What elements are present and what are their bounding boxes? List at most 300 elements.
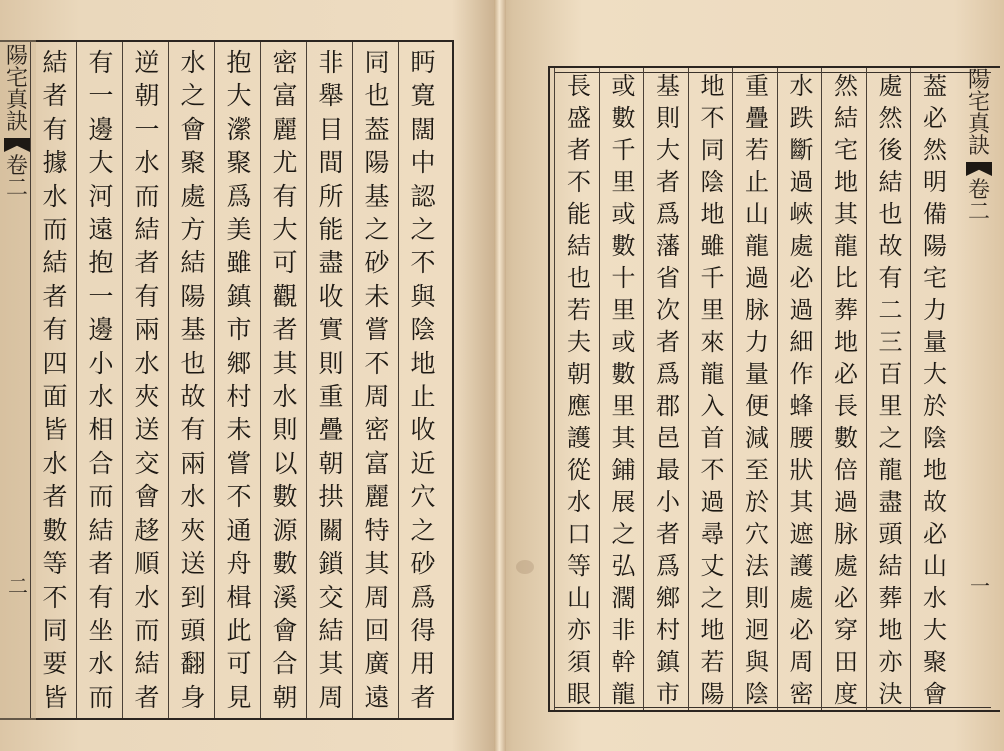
text-char: 用 <box>410 649 436 679</box>
text-char: 皆 <box>42 415 68 445</box>
text-char: 朝 <box>567 360 591 388</box>
text-char: 結 <box>88 515 114 545</box>
text-char: 未 <box>364 281 390 311</box>
text-char: 後 <box>878 136 903 164</box>
text-char: 從 <box>567 456 591 484</box>
text-char: 交 <box>134 448 160 478</box>
text-char: 丈 <box>700 552 725 580</box>
text-char: 聚 <box>923 648 947 676</box>
text-char: 兩 <box>180 448 206 478</box>
text-char: 者 <box>134 248 160 278</box>
text-char: 里 <box>700 296 725 324</box>
text-char: 來 <box>700 328 725 356</box>
right-page-header <box>964 70 994 224</box>
text-char: 此 <box>226 615 252 645</box>
text-char: 陽 <box>700 680 725 708</box>
text-char: 山 <box>923 552 947 580</box>
text-char: 之 <box>878 424 903 452</box>
text-char: 地 <box>878 616 903 644</box>
text-char: 次 <box>656 296 680 324</box>
text-char: 者 <box>42 281 68 311</box>
text-char: 相 <box>88 415 114 445</box>
text-char: 者 <box>88 549 114 579</box>
text-char: 未 <box>226 415 252 445</box>
text-char: 回 <box>364 615 390 645</box>
text-char: 其 <box>834 200 858 228</box>
text-char: 嘗 <box>364 315 390 345</box>
text-char: 蜂 <box>789 392 814 420</box>
header-char: 陽 <box>5 44 28 69</box>
column-rule <box>599 68 600 710</box>
text-char: 龍 <box>834 232 858 260</box>
text-char: 市 <box>656 680 680 708</box>
text-column <box>738 74 776 706</box>
text-char: 數 <box>834 424 858 452</box>
text-char: 坐 <box>88 615 114 645</box>
text-char: 必 <box>789 264 814 292</box>
text-char: 密 <box>272 48 298 77</box>
text-char: 與 <box>410 281 436 311</box>
text-char: 爲 <box>656 360 680 388</box>
column-rule <box>260 42 261 718</box>
text-char: 而 <box>134 181 160 211</box>
text-char: 入 <box>700 392 725 420</box>
text-char: 地 <box>700 72 725 100</box>
text-char: 疊 <box>318 415 344 445</box>
text-char: 力 <box>745 328 769 356</box>
text-column <box>266 50 304 710</box>
text-char: 不 <box>42 582 68 612</box>
column-rule <box>821 68 822 710</box>
volume-char: 二 <box>967 200 990 225</box>
text-char: 千 <box>611 136 636 164</box>
text-char: 里 <box>878 392 903 420</box>
text-char: 里 <box>611 168 636 196</box>
text-char: 基 <box>656 72 680 100</box>
text-char: 最 <box>656 456 680 484</box>
text-char: 數 <box>611 232 636 260</box>
text-char: 省 <box>656 264 680 292</box>
text-char: 不 <box>700 104 725 132</box>
text-char: 陰 <box>700 168 725 196</box>
text-char: 遠 <box>364 682 390 712</box>
text-char: 地 <box>923 456 947 484</box>
text-char: 首 <box>700 424 725 452</box>
text-char: 會 <box>272 615 298 645</box>
text-column <box>783 74 821 706</box>
text-char: 觀 <box>272 281 298 311</box>
text-char: 中 <box>410 148 436 178</box>
text-char: 陽 <box>364 148 390 178</box>
text-char: 迥 <box>745 616 769 644</box>
text-char: 斷 <box>789 136 814 164</box>
text-char: 瀠 <box>226 114 252 144</box>
text-char: 重 <box>745 72 769 100</box>
text-char: 若 <box>700 648 725 676</box>
text-char: 然 <box>923 136 947 164</box>
text-column <box>128 50 166 710</box>
text-char: 結 <box>42 48 68 77</box>
text-char: 源 <box>272 515 298 545</box>
text-char: 陰 <box>410 315 436 345</box>
text-char: 邊 <box>88 114 114 144</box>
text-char: 過 <box>700 488 725 516</box>
text-char: 抱 <box>226 48 252 77</box>
text-char: 山 <box>745 200 769 228</box>
text-char: 有 <box>42 315 68 345</box>
text-char: 亦 <box>567 616 591 644</box>
text-char: 葬 <box>834 296 858 324</box>
text-char: 四 <box>42 348 68 378</box>
text-char: 脉 <box>745 296 769 324</box>
text-char: 處 <box>878 72 903 100</box>
text-char: 必 <box>834 584 858 612</box>
text-char: 必 <box>834 360 858 388</box>
text-char: 夫 <box>567 328 591 356</box>
text-char: 爲 <box>410 582 436 612</box>
text-char: 其 <box>272 348 298 378</box>
text-char: 遠 <box>88 215 114 245</box>
text-char: 送 <box>180 549 206 579</box>
text-char: 有 <box>134 281 160 311</box>
text-char: 之 <box>611 520 636 548</box>
text-char: 者 <box>567 136 591 164</box>
text-char: 或 <box>611 72 636 100</box>
text-char: 數 <box>272 482 298 512</box>
text-char: 十 <box>611 264 636 292</box>
text-char: 同 <box>42 615 68 645</box>
text-char: 非 <box>611 616 636 644</box>
text-char: 到 <box>180 582 206 612</box>
text-char: 者 <box>42 482 68 512</box>
text-char: 止 <box>745 168 769 196</box>
text-char: 皆 <box>42 682 68 712</box>
text-char: 舟 <box>226 549 252 579</box>
text-char: 不 <box>364 348 390 378</box>
text-char: 備 <box>923 200 947 228</box>
text-char: 三 <box>878 328 903 356</box>
text-char: 會 <box>134 482 160 512</box>
header-char: 陽 <box>967 68 990 93</box>
text-char: 麗 <box>272 114 298 144</box>
text-char: 鄉 <box>656 584 680 612</box>
text-char: 順 <box>134 549 160 579</box>
header-char: 真 <box>5 88 28 113</box>
text-char: 之 <box>364 215 390 245</box>
text-char: 結 <box>878 168 903 196</box>
text-char: 闊 <box>410 114 436 144</box>
text-char: 須 <box>567 648 591 676</box>
text-char: 決 <box>878 680 903 708</box>
text-char: 大 <box>923 616 947 644</box>
text-char: 一 <box>134 114 160 144</box>
text-char: 則 <box>745 584 769 612</box>
text-char: 峽 <box>789 200 814 228</box>
text-char: 便 <box>745 392 769 420</box>
text-char: 必 <box>923 104 947 132</box>
text-char: 夾 <box>180 515 206 545</box>
text-char: 溪 <box>272 582 298 612</box>
text-char: 大 <box>226 81 252 111</box>
text-char: 等 <box>42 549 68 579</box>
text-char: 砂 <box>364 248 390 278</box>
text-char: 之 <box>410 215 436 245</box>
text-column <box>916 74 954 706</box>
text-char: 水 <box>134 348 160 378</box>
volume-char: 卷 <box>5 154 28 179</box>
text-char: 目 <box>318 114 344 144</box>
text-char: 水 <box>180 48 206 77</box>
volume-char: 二 <box>5 176 28 201</box>
text-char: 有 <box>272 181 298 211</box>
text-char: 細 <box>789 328 814 356</box>
text-char: 有 <box>88 582 114 612</box>
text-char: 狀 <box>789 456 814 484</box>
text-char: 兩 <box>134 315 160 345</box>
column-rule <box>866 68 867 710</box>
header-char: 宅 <box>967 90 990 115</box>
text-char: 嘗 <box>226 448 252 478</box>
text-column <box>174 50 212 710</box>
text-char: 之 <box>180 81 206 111</box>
text-char: 水 <box>134 148 160 178</box>
text-char: 量 <box>745 360 769 388</box>
text-char: 法 <box>745 552 769 580</box>
text-char: 特 <box>364 515 390 545</box>
text-column <box>36 50 74 710</box>
text-char: 爲 <box>656 200 680 228</box>
text-char: 麗 <box>364 482 390 512</box>
text-char: 大 <box>272 215 298 245</box>
text-char: 鎮 <box>656 648 680 676</box>
text-char: 龍 <box>700 360 725 388</box>
text-char: 田 <box>834 648 858 676</box>
paper-stain <box>516 560 534 574</box>
text-char: 重 <box>318 382 344 412</box>
column-rule <box>732 68 733 710</box>
column-rule <box>910 68 911 710</box>
text-char: 地 <box>700 616 725 644</box>
text-char: 美 <box>226 215 252 245</box>
text-column <box>694 74 732 706</box>
text-char: 也 <box>364 81 390 111</box>
text-char: 跌 <box>789 104 814 132</box>
text-char: 結 <box>180 248 206 278</box>
text-char: 葬 <box>878 584 903 612</box>
text-char: 盡 <box>878 488 903 516</box>
text-char: 弘 <box>611 552 636 580</box>
text-char: 則 <box>656 104 680 132</box>
text-char: 舉 <box>318 81 344 111</box>
column-rule <box>76 42 77 718</box>
text-char: 聚 <box>226 148 252 178</box>
text-char: 有 <box>878 264 903 292</box>
text-char: 若 <box>567 296 591 324</box>
column-rule <box>168 42 169 718</box>
text-column <box>220 50 258 710</box>
text-char: 里 <box>611 296 636 324</box>
text-char: 幹 <box>611 648 636 676</box>
text-char: 疊 <box>745 104 769 132</box>
text-char: 周 <box>318 682 344 712</box>
text-char: 處 <box>789 584 814 612</box>
column-rule <box>214 42 215 718</box>
text-char: 水 <box>789 72 814 100</box>
text-char: 邊 <box>88 315 114 345</box>
text-char: 必 <box>789 616 814 644</box>
text-char: 周 <box>364 582 390 612</box>
text-char: 爲 <box>226 181 252 211</box>
text-char: 比 <box>834 264 858 292</box>
text-char: 故 <box>180 382 206 412</box>
column-rule <box>777 68 778 710</box>
text-char: 或 <box>611 200 636 228</box>
text-char: 能 <box>567 200 591 228</box>
text-char: 其 <box>364 549 390 579</box>
text-char: 周 <box>364 382 390 412</box>
text-char: 濶 <box>611 584 636 612</box>
text-char: 逆 <box>134 48 160 77</box>
text-char: 陽 <box>923 232 947 260</box>
text-char: 處 <box>180 181 206 211</box>
text-char: 之 <box>700 584 725 612</box>
text-char: 眄 <box>410 48 436 77</box>
text-char: 廣 <box>364 649 390 679</box>
text-char: 翻 <box>180 649 206 679</box>
text-char: 富 <box>272 81 298 111</box>
text-char: 地 <box>834 328 858 356</box>
text-char: 一 <box>88 81 114 111</box>
text-char: 郡 <box>656 392 680 420</box>
text-char: 而 <box>134 615 160 645</box>
text-char: 雖 <box>226 248 252 278</box>
text-char: 過 <box>789 296 814 324</box>
text-char: 也 <box>878 200 903 228</box>
text-char: 者 <box>42 81 68 111</box>
volume-char: 卷 <box>967 178 990 203</box>
text-char: 龍 <box>745 232 769 260</box>
text-char: 者 <box>272 315 298 345</box>
text-char: 結 <box>42 248 68 278</box>
text-char: 鎮 <box>226 281 252 311</box>
text-char: 有 <box>180 415 206 445</box>
text-char: 長 <box>834 392 858 420</box>
header-char: 真 <box>967 112 990 137</box>
text-char: 地 <box>410 348 436 378</box>
column-rule <box>30 42 31 718</box>
text-char: 藩 <box>656 232 680 260</box>
text-char: 應 <box>567 392 591 420</box>
text-char: 不 <box>226 482 252 512</box>
text-column <box>82 50 120 710</box>
text-char: 陰 <box>745 680 769 708</box>
text-char: 大 <box>88 148 114 178</box>
text-char: 得 <box>410 615 436 645</box>
text-char: 會 <box>923 680 947 708</box>
text-char: 密 <box>789 680 814 708</box>
left-page-header <box>2 46 32 200</box>
text-column <box>649 74 687 706</box>
text-char: 地 <box>834 168 858 196</box>
text-char: 非 <box>318 48 344 77</box>
text-char: 富 <box>364 448 390 478</box>
text-char: 聚 <box>180 148 206 178</box>
text-char: 里 <box>611 392 636 420</box>
text-char: 力 <box>923 296 947 324</box>
text-char: 過 <box>834 488 858 516</box>
text-column <box>358 50 396 710</box>
text-char: 面 <box>42 382 68 412</box>
text-char: 關 <box>318 515 344 545</box>
text-char: 數 <box>42 515 68 545</box>
text-char: 而 <box>42 215 68 245</box>
text-char: 水 <box>42 181 68 211</box>
text-char: 鎖 <box>318 549 344 579</box>
text-char: 雖 <box>700 232 725 260</box>
text-char: 會 <box>180 114 206 144</box>
text-char: 其 <box>611 424 636 452</box>
text-char: 水 <box>42 448 68 478</box>
text-char: 數 <box>272 549 298 579</box>
text-char: 通 <box>226 515 252 545</box>
text-char: 基 <box>364 181 390 211</box>
left-page-number: 二 <box>8 574 28 598</box>
right-page-number: 一 <box>970 574 990 598</box>
header-char: 訣 <box>967 134 990 159</box>
text-char: 之 <box>410 515 436 545</box>
fish-tail-mark-icon <box>966 162 992 176</box>
text-char: 二 <box>878 296 903 324</box>
text-char: 盡 <box>318 248 344 278</box>
text-char: 據 <box>42 148 68 178</box>
text-char: 水 <box>88 649 114 679</box>
text-char: 而 <box>88 682 114 712</box>
text-char: 者 <box>410 682 436 712</box>
text-char: 間 <box>318 148 344 178</box>
text-char: 其 <box>318 649 344 679</box>
left-page <box>0 0 497 751</box>
text-column <box>827 74 865 706</box>
text-char: 結 <box>834 104 858 132</box>
text-char: 水 <box>923 584 947 612</box>
text-char: 認 <box>410 181 436 211</box>
header-char: 宅 <box>5 66 28 91</box>
text-char: 朝 <box>272 682 298 712</box>
text-char: 尋 <box>700 520 725 548</box>
text-char: 而 <box>88 482 114 512</box>
column-rule <box>306 42 307 718</box>
column-rule <box>643 68 644 710</box>
text-char: 一 <box>88 281 114 311</box>
text-char: 宅 <box>923 264 947 292</box>
text-char: 止 <box>410 382 436 412</box>
text-column <box>872 74 910 706</box>
text-char: 明 <box>923 168 947 196</box>
text-char: 者 <box>656 168 680 196</box>
text-char: 方 <box>180 215 206 245</box>
text-char: 盛 <box>567 104 591 132</box>
text-char: 夾 <box>134 382 160 412</box>
text-char: 與 <box>745 648 769 676</box>
text-char: 郷 <box>226 348 252 378</box>
text-char: 口 <box>567 520 591 548</box>
text-char: 不 <box>567 168 591 196</box>
text-char: 實 <box>318 315 344 345</box>
fish-tail-mark-icon <box>4 138 30 152</box>
text-char: 龍 <box>611 680 636 708</box>
text-char: 不 <box>700 456 725 484</box>
text-char: 龍 <box>878 456 903 484</box>
